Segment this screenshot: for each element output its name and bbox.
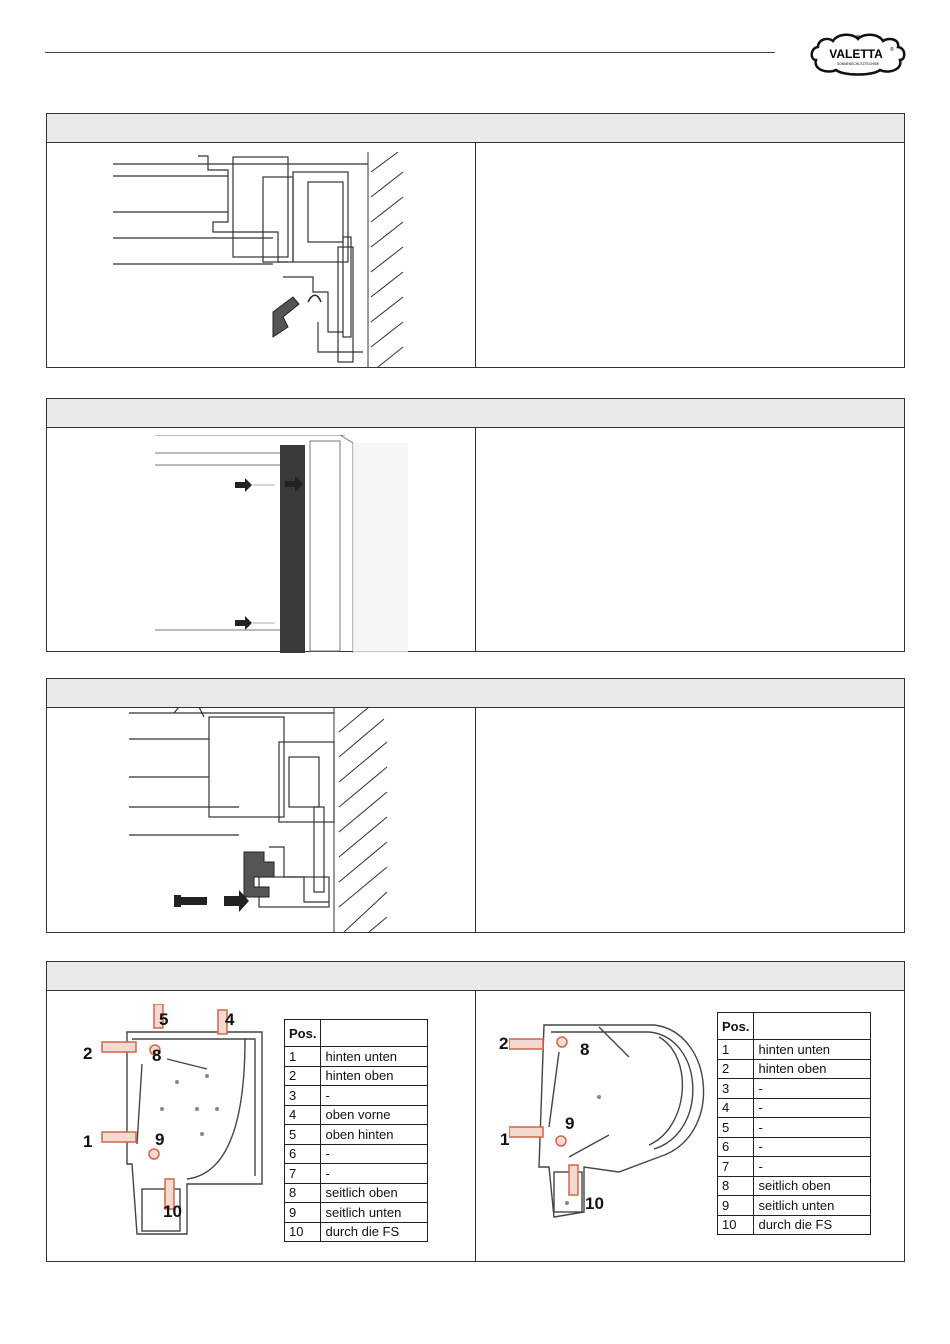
section-1 <box>46 113 905 368</box>
table-cell: 7 <box>285 1164 321 1184</box>
table-cell: seitlich oben <box>754 1176 871 1196</box>
table-cell: hinten oben <box>321 1066 428 1086</box>
table-cell: - <box>321 1164 428 1184</box>
table-cell: - <box>321 1086 428 1106</box>
table-row <box>718 1176 871 1196</box>
table-cell: - <box>754 1098 871 1118</box>
table-cell: 5 <box>285 1125 321 1145</box>
table-cell: seitlich unten <box>321 1203 428 1223</box>
table-row <box>285 1105 428 1125</box>
table-cell: durch die FS <box>321 1222 428 1242</box>
table-cell: 9 <box>718 1196 754 1216</box>
table-row <box>718 1079 871 1099</box>
callout-5: 5 <box>159 1010 169 1029</box>
callout-4: 4 <box>225 1010 235 1029</box>
table-row <box>285 1125 428 1145</box>
callout-1: 1 <box>83 1132 93 1151</box>
table-cell: - <box>754 1079 871 1099</box>
callout-8: 8 <box>152 1046 162 1065</box>
section-1-header <box>47 114 904 143</box>
callout-8: 8 <box>580 1040 590 1059</box>
side-rail-figure <box>155 435 415 653</box>
table-cell: hinten oben <box>754 1059 871 1079</box>
table-row <box>285 1047 428 1067</box>
table-cell: - <box>754 1118 871 1138</box>
table-row <box>285 1144 428 1164</box>
section-4 <box>46 961 905 1262</box>
table-cell: - <box>754 1137 871 1157</box>
table-cell: 6 <box>285 1144 321 1164</box>
table-row <box>285 1203 428 1223</box>
table-cell: oben vorne <box>321 1105 428 1125</box>
table-cell: seitlich oben <box>321 1183 428 1203</box>
table-row <box>718 1040 871 1060</box>
callout-10: 10 <box>585 1194 604 1213</box>
callout-9: 9 <box>155 1130 165 1149</box>
table-row <box>718 1157 871 1177</box>
table-row <box>718 1215 871 1235</box>
table-cell: 10 <box>718 1215 754 1235</box>
table-cell: seitlich unten <box>754 1196 871 1216</box>
logo-wordmark: VALETTA <box>829 47 883 61</box>
callout-2: 2 <box>499 1034 509 1053</box>
table-cell: 10 <box>285 1222 321 1242</box>
table-header-cell <box>754 1013 871 1040</box>
section-3 <box>46 678 905 933</box>
callout-1: 1 <box>500 1130 510 1149</box>
table-row <box>718 1118 871 1138</box>
table-cell: oben hinten <box>321 1125 428 1145</box>
table-cell: 8 <box>285 1183 321 1203</box>
table-cell: 5 <box>718 1118 754 1138</box>
table-row <box>718 1196 871 1216</box>
end-cap-round-figure <box>509 1017 719 1242</box>
table-cell: 3 <box>718 1079 754 1099</box>
table-row <box>285 1222 428 1242</box>
table-cell: 3 <box>285 1086 321 1106</box>
table-row <box>718 1059 871 1079</box>
position-table-right <box>717 1012 871 1235</box>
logo-subtitle: SONNENSCHUTZTECHNIK <box>837 62 879 66</box>
callout-2: 2 <box>83 1044 93 1063</box>
section-2 <box>46 398 905 652</box>
table-cell: 6 <box>718 1137 754 1157</box>
end-cap-square-figure <box>87 1004 277 1244</box>
table-cell: - <box>754 1157 871 1177</box>
table-header-cell: Pos. <box>285 1020 321 1047</box>
table-cell: 2 <box>718 1059 754 1079</box>
table-header-cell: Pos. <box>718 1013 754 1040</box>
callout-10: 10 <box>163 1202 182 1221</box>
callout-9: 9 <box>565 1114 575 1133</box>
table-cell: 7 <box>718 1157 754 1177</box>
table-header-cell <box>321 1020 428 1047</box>
table-row <box>285 1164 428 1184</box>
table-cell: - <box>321 1144 428 1164</box>
header-rule <box>45 52 775 53</box>
table-cell: hinten unten <box>754 1040 871 1060</box>
position-table-left <box>284 1019 428 1242</box>
screw-mount-figure <box>129 707 444 932</box>
profile-clip-figure <box>113 152 413 367</box>
valetta-logo <box>808 30 908 76</box>
table-row <box>718 1098 871 1118</box>
table-row <box>285 1183 428 1203</box>
table-cell: 8 <box>718 1176 754 1196</box>
section-3-header <box>47 679 904 708</box>
table-cell: 4 <box>718 1098 754 1118</box>
table-cell: hinten unten <box>321 1047 428 1067</box>
table-cell: 4 <box>285 1105 321 1125</box>
table-cell: 1 <box>718 1040 754 1060</box>
table-cell: durch die FS <box>754 1215 871 1235</box>
registered-mark: ® <box>890 47 894 53</box>
section-2-header <box>47 399 904 428</box>
section-4-header <box>47 962 904 991</box>
table-row <box>285 1066 428 1086</box>
table-row <box>718 1137 871 1157</box>
table-cell: 1 <box>285 1047 321 1067</box>
table-cell: 2 <box>285 1066 321 1086</box>
table-cell: 9 <box>285 1203 321 1223</box>
crown-icon: ♛ <box>855 34 861 41</box>
table-row <box>285 1086 428 1106</box>
